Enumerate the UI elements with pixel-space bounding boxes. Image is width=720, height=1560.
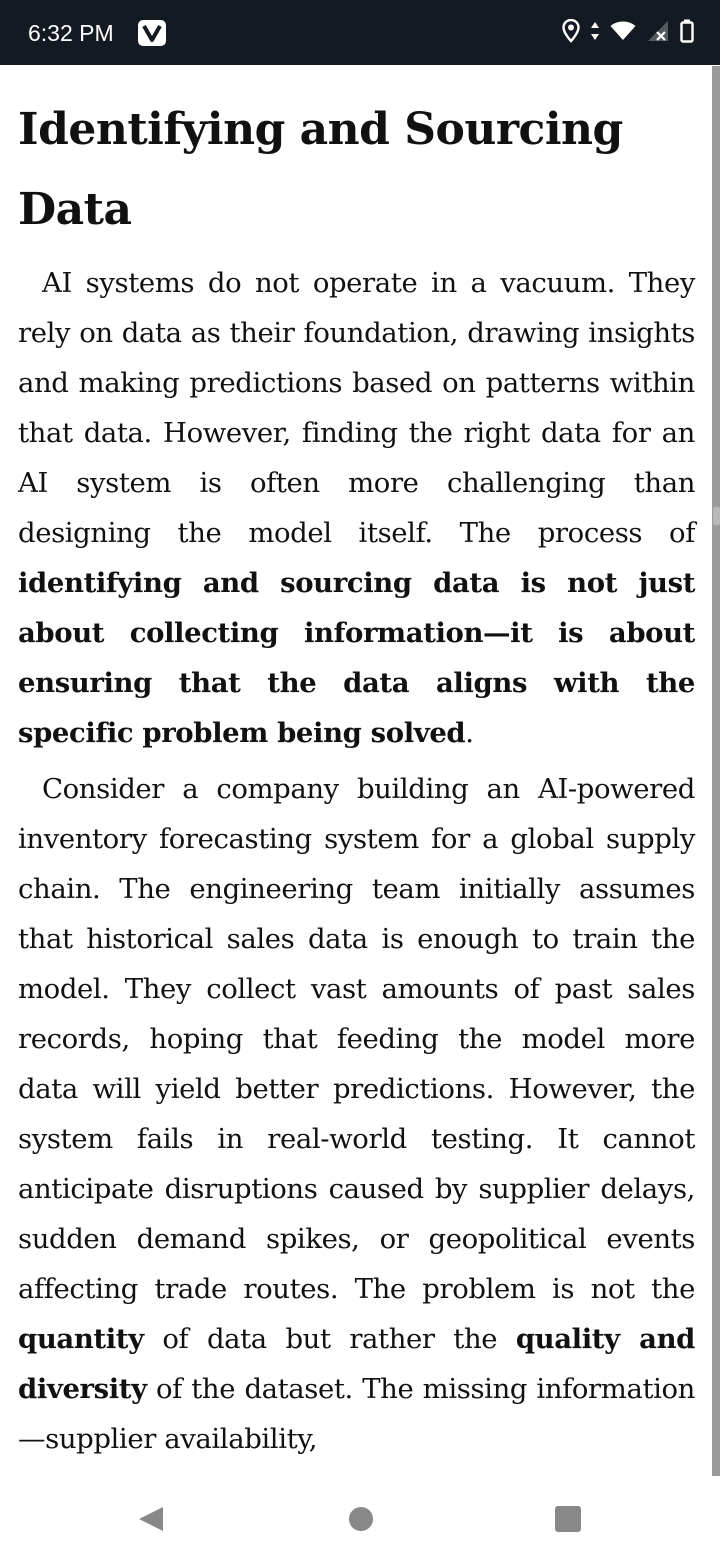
chapter-title-line-2: Data <box>18 184 132 235</box>
scrollbar-track[interactable] <box>712 66 720 1476</box>
home-button[interactable] <box>346 1504 376 1534</box>
location-icon <box>562 19 580 47</box>
recents-square-icon <box>553 1504 583 1534</box>
paragraph-1 <box>18 258 695 758</box>
paragraph-1-text-b: . <box>465 717 474 749</box>
back-button[interactable] <box>136 1504 166 1534</box>
chapter-title-line-1: Identifying and Sourcing <box>18 104 623 155</box>
status-bar <box>0 0 720 65</box>
paragraph-2-bold-b: quality and diversity <box>18 1323 695 1405</box>
paragraph-2-text-b: of data but rather the <box>143 1323 516 1355</box>
paragraph-2-bold-a: quantity <box>18 1323 144 1355</box>
status-time: 6:32 PM <box>28 20 114 46</box>
no-signal-icon <box>646 20 670 46</box>
data-arrows-icon <box>590 21 600 45</box>
status-icons <box>562 18 694 48</box>
home-circle-icon <box>346 1504 376 1534</box>
wifi-icon <box>610 21 636 45</box>
scrollbar-thumb[interactable] <box>713 507 720 525</box>
navigation-bar <box>0 1476 720 1560</box>
paragraph-1-bold-a: identifying and sourcing data is not just about collecting information—it is about ensuring that the data aligns with the specific problem being solved <box>18 567 695 749</box>
paragraph-2 <box>18 764 695 1464</box>
recents-button[interactable] <box>553 1504 583 1534</box>
paragraph-2-text-c: of the dataset. The missing information—supplier availability, <box>18 1373 695 1455</box>
back-triangle-icon <box>136 1504 166 1534</box>
app-notification-badge <box>138 20 166 46</box>
paragraph-2-text-a: Consider a company building an AI-powered inventory forecasting system for a global supply chain. The engineering team initially assumes that historical sales data is enough to train the model. They collect vast amounts of past sales records, hoping that feeding the model more data will yield better predictions. However, the system fails in real-world testing. It cannot anticipate disruptions caused by supplier delays, sudden demand spikes, or geopolitical events affecting trade routes. The problem is not the <box>18 773 695 1305</box>
battery-icon <box>680 19 694 47</box>
chapter-title <box>18 90 695 250</box>
paragraph-1-text-a: AI systems do not operate in a vacuum. They rely on data as their foundation, drawing insights and making predictions based on patterns within that data. However, finding the right data for an AI system is often more challenging than designing the model itself. The process of <box>18 267 695 549</box>
reader-page <box>18 90 695 1464</box>
